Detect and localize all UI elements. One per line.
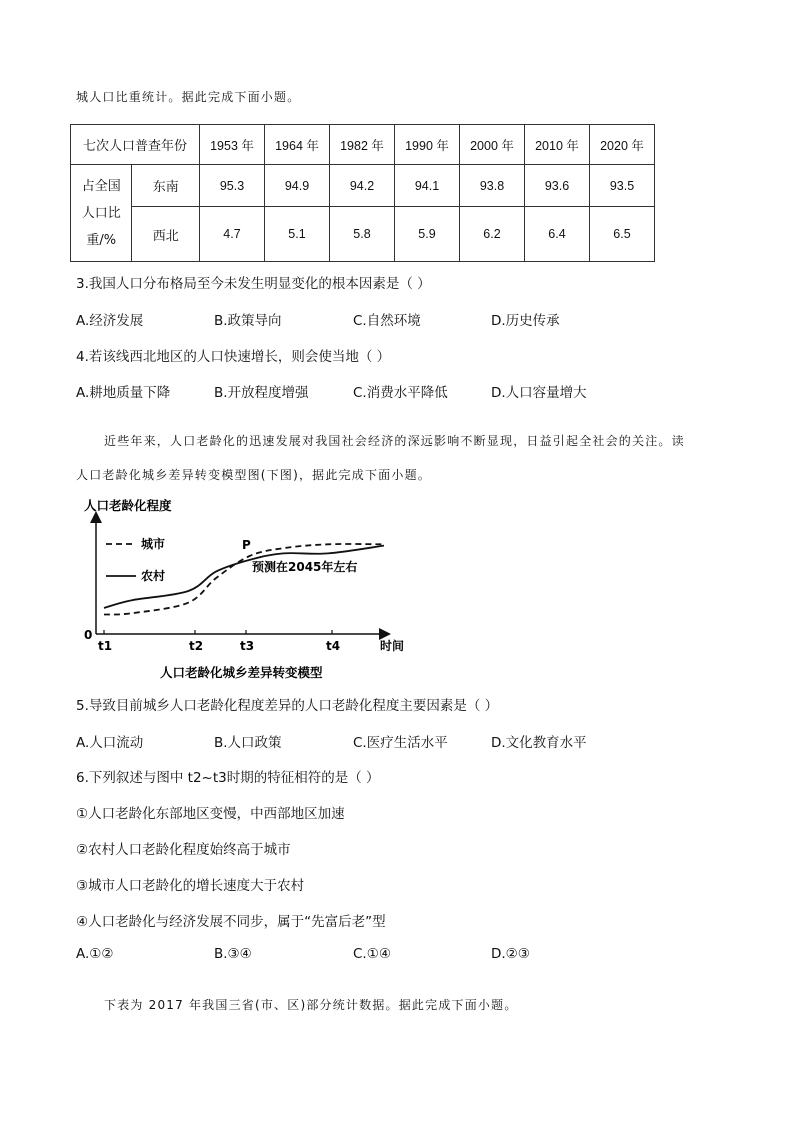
x-axis-label: 时间 [380, 639, 405, 653]
year-header: 2010 年 [525, 125, 590, 165]
forecast-annotation: 预测在2045年左右 [252, 560, 358, 574]
year-header: 2000 年 [460, 125, 525, 165]
table-cell: 4.7 [200, 207, 265, 262]
row-label [71, 165, 132, 262]
q6-statement: ③城市人口老龄化的增长速度大于农村 [76, 878, 305, 894]
q3-stem: 3.我国人口分布格局至今未发生明显变化的根本因素是（ ） [76, 276, 431, 292]
x-tick-label: t3 [240, 639, 255, 653]
q5-option-b[interactable]: B.人口政策 [214, 735, 282, 751]
q3-option-a[interactable]: A.经济发展 [76, 313, 144, 329]
table-cell: 94.1 [395, 165, 460, 207]
q3-option-c[interactable]: C.自然环境 [353, 313, 421, 329]
table-cell: 93.8 [460, 165, 525, 207]
q5-stem: 5.导致目前城乡人口老龄化程度差异的人口老龄化程度主要因素是（ ） [76, 698, 499, 714]
aging-chart [70, 492, 430, 682]
year-header: 1990 年 [395, 125, 460, 165]
point-p-label: P [242, 538, 251, 552]
q6-stem: 6.下列叙述与图中 t2~t3时期的特征相符的是（ ） [76, 770, 380, 786]
y-axis-label: 人口老龄化程度 [84, 498, 172, 513]
intro-text: 城人口比重统计。据此完成下面小题。 [76, 90, 301, 104]
x-tick-label: t4 [326, 639, 341, 653]
intro2-line2: 人口老龄化城乡差异转变模型图(下图)，据此完成下面小题。 [76, 468, 431, 482]
q5-option-d[interactable]: D.文化教育水平 [491, 735, 587, 751]
row-label-line: 重/% [86, 232, 117, 248]
q4-option-b[interactable]: B.开放程度增强 [214, 385, 309, 401]
table-cell: 5.9 [395, 207, 460, 262]
year-header: 1982 年 [330, 125, 395, 165]
origin-label: 0 [84, 628, 93, 642]
year-header: 1964 年 [265, 125, 330, 165]
population-table [70, 124, 655, 262]
table-cell: 5.8 [330, 207, 395, 262]
q6-option-c[interactable]: C.①④ [353, 946, 391, 962]
table-cell: 93.5 [590, 165, 655, 207]
year-header: 1953 年 [200, 125, 265, 165]
row-label-line: 人口比 [81, 205, 121, 221]
year-header: 2020 年 [590, 125, 655, 165]
q4-stem: 4.若该线西北地区的人口快速增长，则会使当地（ ） [76, 349, 391, 365]
table-cell: 6.2 [460, 207, 525, 262]
table-cell: 95.3 [200, 165, 265, 207]
table-cell: 93.6 [525, 165, 590, 207]
table-cell: 94.9 [265, 165, 330, 207]
legend-urban-label: 城市 [141, 537, 166, 551]
chart-title: 人口老龄化城乡差异转变模型 [160, 665, 323, 680]
x-tick-label: t2 [189, 639, 204, 653]
q3-option-d[interactable]: D.历史传承 [491, 313, 560, 329]
table-cell: 6.5 [590, 207, 655, 262]
intro2-line1: 近些年来，人口老龄化的迅速发展对我国社会经济的深远影响不断显现，日益引起全社会的关注。读 [104, 434, 685, 448]
q6-statement: ②农村人口老龄化程度始终高于城市 [76, 842, 291, 858]
table-cell: 94.2 [330, 165, 395, 207]
legend-rural-label: 农村 [141, 569, 166, 583]
q6-option-d[interactable]: D.②③ [491, 946, 530, 962]
row-label-line: 占全国 [81, 178, 121, 194]
region-northwest: 西北 [132, 207, 200, 262]
q4-option-c[interactable]: C.消费水平降低 [353, 385, 448, 401]
q5-option-c[interactable]: C.医疗生活水平 [353, 735, 448, 751]
q4-option-a[interactable]: A.耕地质量下降 [76, 385, 171, 401]
table-cell: 5.1 [265, 207, 330, 262]
table-corner-header: 七次人口普查年份 [71, 125, 200, 165]
q3-option-b[interactable]: B.政策导向 [214, 313, 282, 329]
q6-option-b[interactable]: B.③④ [214, 946, 252, 962]
table-cell: 6.4 [525, 207, 590, 262]
q6-statement: ①人口老龄化东部地区变慢，中西部地区加速 [76, 806, 345, 822]
q6-statement: ④人口老龄化与经济发展不同步，属于“先富后老”型 [76, 914, 386, 930]
intro3-text: 下表为 2017 年我国三省(市、区)部分统计数据。据此完成下面小题。 [104, 998, 518, 1012]
q5-option-a[interactable]: A.人口流动 [76, 735, 144, 751]
q6-option-a[interactable]: A.①② [76, 946, 114, 962]
q4-option-d[interactable]: D.人口容量增大 [491, 385, 587, 401]
region-southeast: 东南 [132, 165, 200, 207]
x-tick-label: t1 [98, 639, 113, 653]
